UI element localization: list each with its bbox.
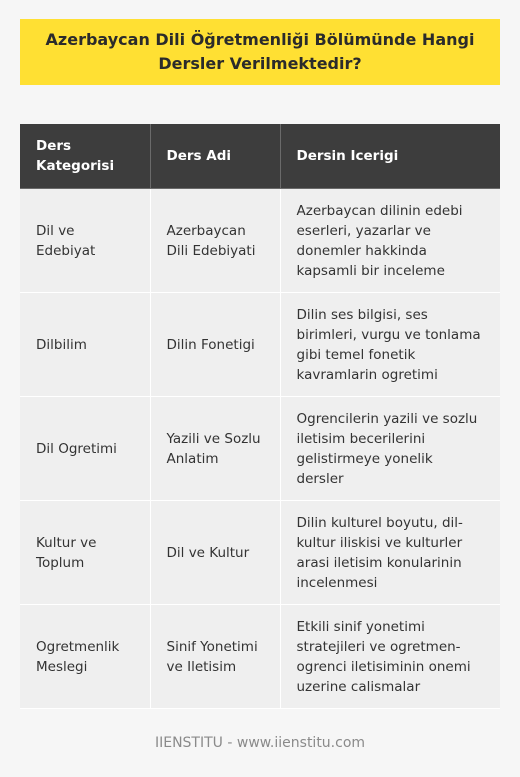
- courses-table: [20, 124, 500, 709]
- table-row: [20, 397, 500, 501]
- header-row: [20, 124, 500, 189]
- cell-course-name: Azerbaycan Dili Edebiyati: [150, 189, 280, 293]
- table-body: [20, 189, 500, 709]
- title-banner: [20, 19, 500, 85]
- cell-content: Dilin ses bilgisi, ses birimleri, vurgu ve tonlama gibi temel fonetik kavramlarin ogretimi: [280, 293, 500, 397]
- table-row: [20, 189, 500, 293]
- header-category: Ders Kategorisi: [20, 124, 150, 189]
- cell-content: Ogrencilerin yazili ve sozlu iletisim becerilerini gelistirmeye yonelik dersler: [280, 397, 500, 501]
- cell-category: Dil ve Edebiyat: [20, 189, 150, 293]
- header-content: Dersin Icerigi: [280, 124, 500, 189]
- cell-course-name: Dil ve Kultur: [150, 501, 280, 605]
- table-row: [20, 605, 500, 709]
- cell-course-name: Yazili ve Sozlu Anlatim: [150, 397, 280, 501]
- cell-content: Dilin kulturel boyutu, dil-kultur iliskisi ve kulturler arasi iletisim konularinin incelenmesi: [280, 501, 500, 605]
- page-title: Azerbaycan Dili Öğretmenliği Bölümünde Hangi Dersler Verilmektedir?: [45, 30, 475, 73]
- table-row: [20, 501, 500, 605]
- cell-category: Ogretmenlik Meslegi: [20, 605, 150, 709]
- table-row: [20, 293, 500, 397]
- cell-course-name: Sinif Yonetimi ve Iletisim: [150, 605, 280, 709]
- header-course-name: Ders Adi: [150, 124, 280, 189]
- cell-category: Dilbilim: [20, 293, 150, 397]
- table-header: [20, 124, 500, 189]
- footer-text: IIENSTITU - www.iienstitu.com: [154, 735, 366, 751]
- cell-category: Kultur ve Toplum: [20, 501, 150, 605]
- cell-content: Azerbaycan dilinin edebi eserleri, yazarlar ve donemler hakkinda kapsamli bir inceleme: [280, 189, 500, 293]
- cell-course-name: Dilin Fonetigi: [150, 293, 280, 397]
- cell-content: Etkili sinif yonetimi stratejileri ve ogretmen-ogrenci iletisiminin onemi uzerine calismalar: [280, 605, 500, 709]
- cell-category: Dil Ogretimi: [20, 397, 150, 501]
